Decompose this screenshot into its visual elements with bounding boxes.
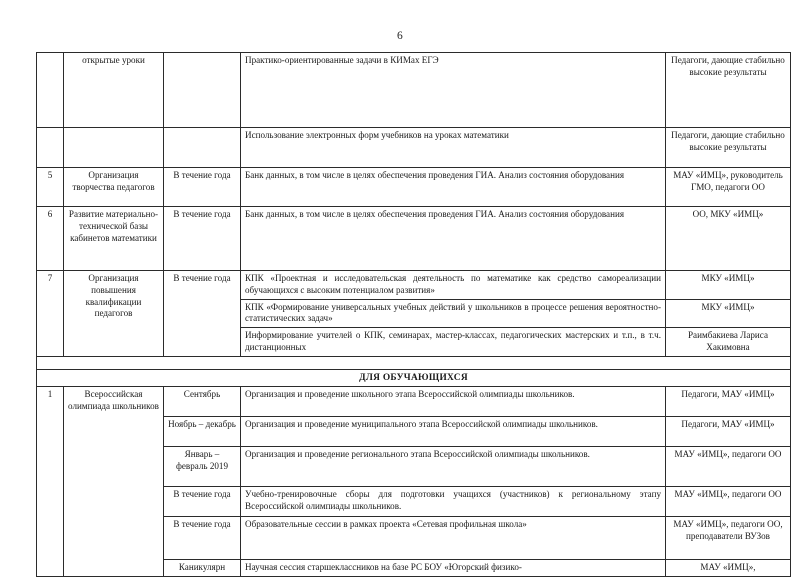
- cell-description: Практико-ориентированные задачи в КИМах ЕГЭ: [241, 53, 666, 128]
- cell-date: Каникулярн: [164, 560, 241, 577]
- cell-responsible: МАУ «ИМЦ», педагоги ОО: [666, 487, 791, 517]
- cell-number: 1: [37, 387, 64, 577]
- cell-description: Использование электронных форм учебников на уроках математики: [241, 128, 666, 168]
- table-row: [37, 53, 791, 128]
- separator-cell: [37, 356, 791, 369]
- cell-responsible: Педагоги, дающие стабильно высокие результаты: [666, 128, 791, 168]
- cell-topic: Организация повышения квалификации педагогов: [64, 271, 164, 357]
- cell-date: [164, 128, 241, 168]
- cell-responsible: МАУ «ИМЦ»,: [666, 560, 791, 577]
- cell-date: В течение года: [164, 168, 241, 207]
- cell-responsible: МАУ «ИМЦ», руководитель ГМО, педагоги ОО: [666, 168, 791, 207]
- page-number: 6: [397, 30, 403, 42]
- cell-description: Организация и проведение школьного этапа Всероссийской олимпиады школьников.: [241, 387, 666, 417]
- cell-number: 7: [37, 271, 64, 357]
- cell-responsible: МКУ «ИМЦ»: [666, 299, 791, 328]
- table-row: [37, 271, 791, 300]
- table-row: [37, 128, 791, 168]
- cell-responsible: Педагоги, дающие стабильно высокие результаты: [666, 53, 791, 128]
- cell-description: Банк данных, в том числе в целях обеспечения проведения ГИА. Анализ состояния оборудования: [241, 207, 666, 271]
- cell-topic: Развитие материально-технической базы кабинетов математики: [64, 207, 164, 271]
- cell-number: [37, 128, 64, 168]
- cell-topic: [64, 128, 164, 168]
- cell-description: КПК «Формирование универсальных учебных действий у школьников в процессе решения вероятностно-статистических задач»: [241, 299, 666, 328]
- cell-date: В течение года: [164, 517, 241, 560]
- table-block-separator: [37, 356, 791, 369]
- cell-topic: Организация творчества педагогов: [64, 168, 164, 207]
- cell-date: В течение года: [164, 271, 241, 357]
- section-title: ДЛЯ ОБУЧАЮЩИХСЯ: [37, 369, 791, 386]
- cell-number: [37, 53, 64, 128]
- cell-description: Учебно-тренировочные сборы для подготовки учащихся (участников) к региональному этапу Всероссийской олимпиады школьников.: [241, 487, 666, 517]
- cell-description: Информирование учителей о КПК, семинарах, мастер-классах, педагогических мастерских и т.п., в т.ч. дистанционных: [241, 328, 666, 357]
- cell-date: [164, 53, 241, 128]
- cell-description: КПК «Проектная и исследовательская деятельность по математике как средство самореализации обучающихся с высоким потенциалом развития»: [241, 271, 666, 300]
- cell-responsible: Педагоги, МАУ «ИМЦ»: [666, 387, 791, 417]
- cell-description: Организация и проведение регионального этапа Всероссийской олимпиады школьников.: [241, 447, 666, 487]
- cell-date: В течение года: [164, 207, 241, 271]
- cell-responsible: МАУ «ИМЦ», педагоги ОО, преподаватели ВУЗов: [666, 517, 791, 560]
- table-row: [37, 387, 791, 417]
- cell-responsible: МКУ «ИМЦ»: [666, 271, 791, 300]
- table-row: [37, 207, 791, 271]
- section-header-row: [37, 369, 791, 386]
- cell-date: Сентябрь: [164, 387, 241, 417]
- cell-description: Образовательные сессии в рамках проекта «Сетевая профильная школа»: [241, 517, 666, 560]
- cell-responsible: Педагоги, МАУ «ИМЦ»: [666, 417, 791, 447]
- cell-topic: открытые уроки: [64, 53, 164, 128]
- cell-responsible: ОО, МКУ «ИМЦ»: [666, 207, 791, 271]
- cell-date: Январь – февраль 2019: [164, 447, 241, 487]
- cell-responsible: МАУ «ИМЦ», педагоги ОО: [666, 447, 791, 487]
- cell-responsible: Раимбакиева Лариса Хакимовна: [666, 328, 791, 357]
- cell-number: 5: [37, 168, 64, 207]
- table-row: [37, 168, 791, 207]
- cell-topic: Всероссийская олимпиада школьников: [64, 387, 164, 577]
- activity-plan-table: [36, 52, 791, 577]
- cell-description: Банк данных, в том числе в целях обеспечения проведения ГИА. Анализ состояния оборудования: [241, 168, 666, 207]
- cell-date: В течение года: [164, 487, 241, 517]
- cell-date: Ноябрь – декабрь: [164, 417, 241, 447]
- cell-number: 6: [37, 207, 64, 271]
- activity-plan-table-wrapper: [36, 52, 790, 577]
- cell-description: Научная сессия старшеклассников на базе РС БОУ «Югорский физико-: [241, 560, 666, 577]
- cell-description: Организация и проведение муниципального этапа Всероссийской олимпиады школьников.: [241, 417, 666, 447]
